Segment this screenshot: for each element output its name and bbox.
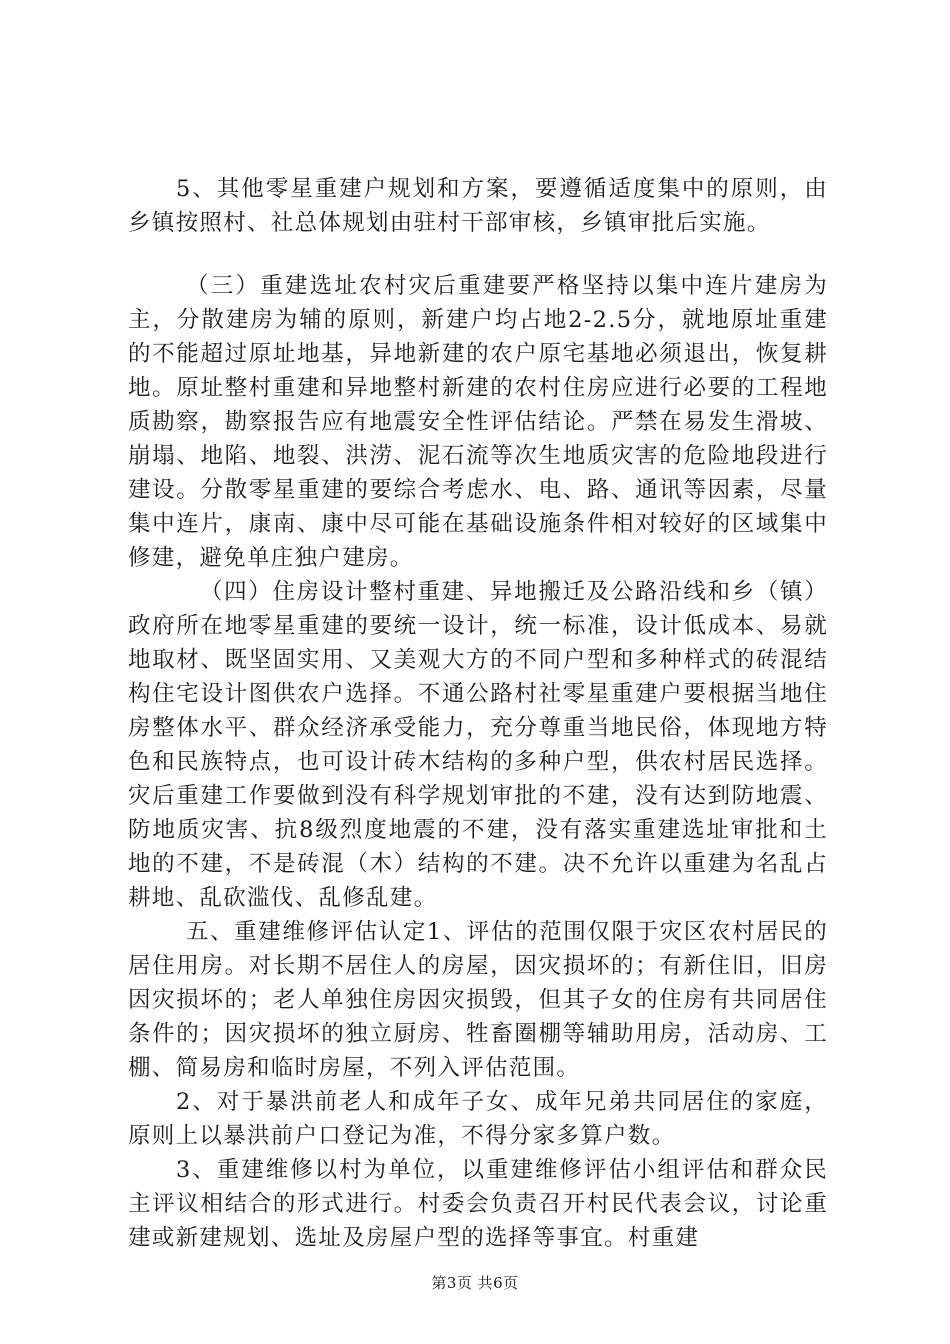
paragraph-item-2: 2、对于暴洪前老人和成年子女、成年兄弟共同居住的家庭，原则上以暴洪前户口登记为准，不得分家多算户数。 bbox=[128, 1089, 828, 1149]
page-footer: 第3页 共6页 bbox=[431, 1274, 519, 1292]
paragraph-section-5-assessment: 五、重建维修评估认定1、评估的范围仅限于灾区农村居民的居住用房。对长期不居住人的房屋，因灾损坏的；有新住旧，旧房因灾损坏的；老人单独住房因灾损毁，但其子女的住房有共同居住条件的；因灾损坏的独立厨房、牲畜圈棚等辅助用房，活动房、工棚、简易房和临时房屋，不列入评估范围。 bbox=[128, 919, 828, 1081]
paragraph-section-3-site-selection: （三）重建选址农村灾后重建要严格坚持以集中连片建房为主，分散建房为辅的原则，新建户均占地2-2.5分，就地原址重建的不能超过原址地基，异地新建的农户原宅基地必须退出，恢复耕地。原址整村重建和异地整村新建的农村住房应进行必要的工程地质勘察，勘察报告应有地震安全性评估结论。严禁在易发生滑坡、崩塌、地陷、地裂、洪涝、泥石流等次生地质灾害的危险地段进行建设。分散零星重建的要综合考虑水、电、路、通讯等因素，尽量集中连片，康南、康中尽可能在基础设施条件相对较好的区域集中修建，避免单庄独户建房。 bbox=[128, 273, 828, 571]
paragraph-section-4-housing-design: （四）住房设计整村重建、异地搬迁及公路沿线和乡（镇）政府所在地零星重建的要统一设计，统一标准，设计低成本、易就地取材、既坚固实用、又美观大方的不同户型和多种样式的砖混结构住宅设计图供农户选择。不通公路村社零星重建户要根据当地住房整体水平、群众经济承受能力，充分尊重当地民俗，体现地方特色和民族特点，也可设计砖木结构的多种户型，供农村居民选择。灾后重建工作要做到没有科学规划审批的不建，没有达到防地震、防地质灾害、抗8级烈度地震的不建，没有落实重建选址审批和土地的不建，不是砖混（木）结构的不建。决不允许以重建为名乱占耕地、乱砍滥伐、乱修乱建。 bbox=[128, 579, 828, 911]
paragraph-item-5: 5、其他零星重建户规划和方案，要遵循适度集中的原则，由乡镇按照村、社总体规划由驻村干部审核，乡镇审批后实施。 bbox=[128, 176, 828, 236]
paragraph-item-3: 3、重建维修以村为单位，以重建维修评估小组评估和群众民主评议相结合的形式进行。村委会负责召开村民代表会议，讨论重建或新建规划、选址及房屋户型的选择等事宜。村重建 bbox=[128, 1157, 828, 1251]
document-body bbox=[128, 172, 828, 1255]
